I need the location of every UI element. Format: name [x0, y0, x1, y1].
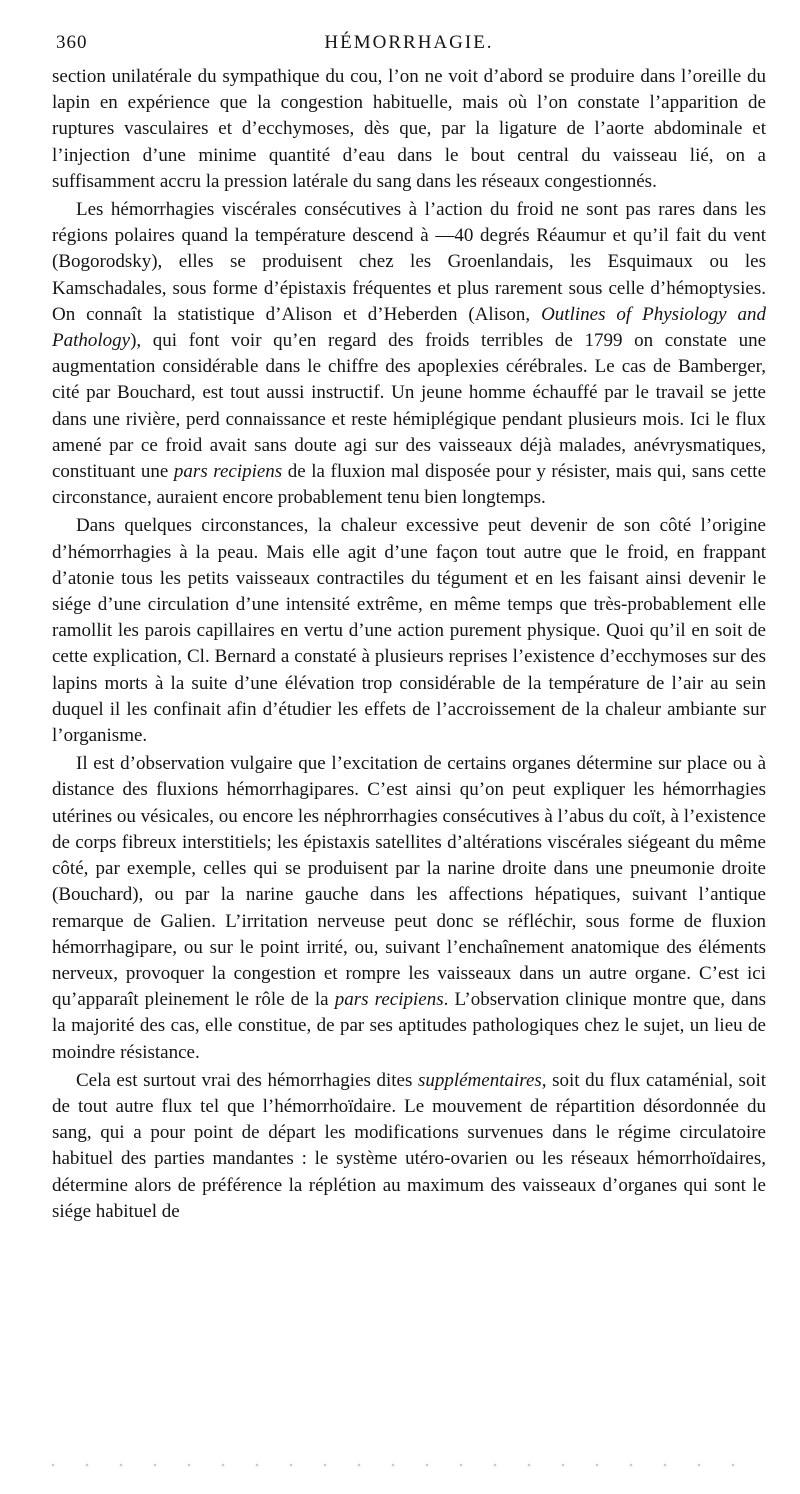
- italic-text: pars recipiens: [334, 989, 444, 1011]
- italic-text: Outlines of Physiology and Pathology: [52, 303, 766, 352]
- paragraph: [52, 64, 766, 195]
- bleed-through-marks: [36, 1462, 756, 1468]
- italic-text: pars recipiens: [173, 461, 283, 483]
- paragraph: [52, 751, 766, 1065]
- text-segment: Il est d’observation vulgaire que l’excitation de certains organes détermine sur place ou à distance des fluxions hémorrhagipares. C’est ainsi qu’on peut expliquer les hémorrhagies utérines ou vésicales, ou encore les néphrorrhagies consécutives à l’abus du coït, à l’existence de corps fibreux interstitiels; les épistaxis satellites d’altérations viscérales siégeant du même côté, par exemple, celles qui se produisent par la narine droite dans une pneumonie droite (Bouchard), ou par la narine gauche dans les affections hépatiques, suivant l’antique remarque de Galien. L’irritation nerveuse peut donc se réfléchir, sous forme de fluxion hémorrhagipare, ou sur le point irrité, ou, suivant l’enchaînement anatomique des éléments nerveux, provoquer la congestion et rompre les vaisseaux dans un autre organe. C’est ici qu’apparaît pleinement le rôle de la: [52, 753, 766, 1011]
- text-segment: Dans quelques circonstances, la chaleur excessive peut devenir de son côté l’origine d’hémorrhagies à la peau. Mais elle agit d’une façon tout autre que le froid, en frappant d’atonie tous les petits vaisseaux contractiles du tégument et en les faisant ainsi devenir le siége d’une circulation d’une intensité extrême, en même temps que très-probablement elle ramollit les parois capillaires en vertu d’une action purement physique. Quoi qu’il en soit de cette explication, Cl. Bernard a constaté à plusieurs reprises l’existence d’ecchymoses sur des lapins morts à la suite d’une élévation trop considérable de la température de l’air au sein duquel il les confinait afin d’étudier les effets de l’accroissement de la chaleur ambiante sur l’organisme.: [52, 515, 766, 747]
- page-number: 360: [56, 32, 88, 53]
- paragraph: [52, 513, 766, 749]
- text-segment: , soit du flux cataménial, soit de tout autre flux tel que l’hémorrhoïdaire. Le mouvement de répartition désordonnée du sang, qui a pour point de départ les modifications survenues dans le régime circulatoire habituel des parties mandantes : le système utéro-ovarien ou les réseaux hémorrhoïdaires, détermine alors de préférence la réplétion au maximum des vaisseaux d’organes qui sont le siége habituel de: [52, 1069, 767, 1222]
- body-text: [52, 64, 766, 1225]
- page-header: [52, 30, 766, 60]
- paragraph: [52, 197, 766, 511]
- text-segment: ), qui font voir qu’en regard des froids terribles de 1799 on constate une augmentation considérable dans le chiffre des apoplexies cérébrales. Le cas de Bamberger, cité par Bouchard, est tout aussi instructif. Un jeune homme échauffé par le travail se jette dans une rivière, perd connaissance et reste hémiplégique pendant plusieurs mois. Ici le flux amené par ce froid avait sans doute agi sur des vaisseaux déjà malades, anévrysmatiques, constituant une: [52, 330, 766, 483]
- running-title: HÉMORRHAGIE.: [324, 32, 494, 53]
- page: [52, 30, 766, 1225]
- text-segment: . L’observation clinique montre que, dans la majorité des cas, elle constitue, de par ses aptitudes pathologiques chez le sujet, un lieu de moindre résistance.: [52, 989, 766, 1063]
- text-segment: section unilatérale du sympathique du cou, l’on ne voit d’abord se produire dans l’oreille du lapin en expérience que la congestion habituelle, mais où l’on constate l’apparition de ruptures vasculaires et d’ecchymoses, dès que, par la ligature de l’aorte abdominale et l’injection d’une minime quantité d’eau dans le bout central du vaisseau lié, on a suffisamment accru la pression latérale du sang dans les réseaux congestionnés.: [52, 66, 766, 192]
- italic-text: supplémentaires: [417, 1069, 542, 1091]
- text-segment: de la fluxion mal disposée pour y résister, mais qui, sans cette circonstance, auraient encore probablement tenu bien longtemps.: [52, 461, 766, 509]
- text-segment: Cela est surtout vrai des hémorrhagies dites: [76, 1069, 418, 1091]
- text-segment: Les hémorrhagies viscérales consécutives à l’action du froid ne sont pas rares dans les régions polaires quand la température descend à —40 degrés Réaumur et qu’il fait du vent (Bogorodsky), elles se produisent chez les Groenlandais, les Esquimaux ou les Kamschadales, sous forme d’épistaxis fréquentes et plus rarement sous celle d’hémoptysies. On connaît la statistique d’Alison et d’Heberden (Alison,: [52, 199, 766, 325]
- paragraph: [52, 1068, 766, 1225]
